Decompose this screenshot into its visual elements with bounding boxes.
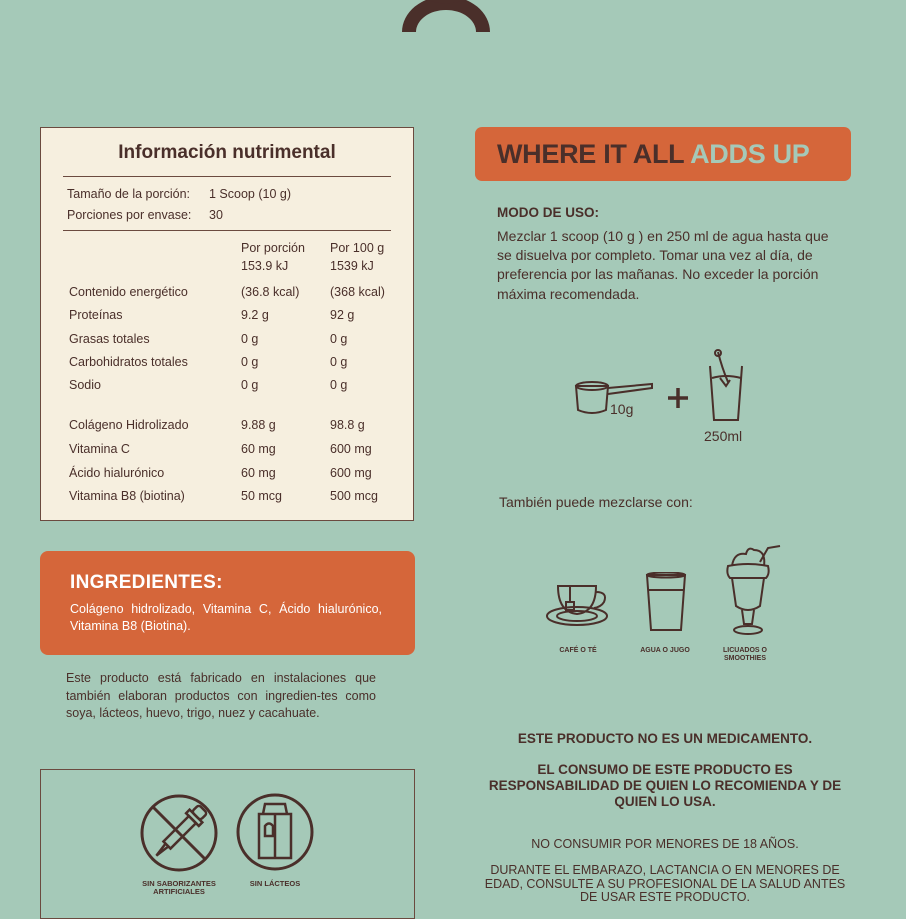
nutrient-name: Vitamina C (69, 442, 130, 456)
nutrient-per-100g: 600 mg (330, 442, 372, 456)
scoop-label: 10g (610, 401, 634, 417)
nutrient-per-portion: 0 g (241, 332, 259, 346)
water-juice-icon (644, 572, 688, 634)
nutrient-name: Sodio (69, 378, 101, 392)
no-dairy-icon (235, 792, 315, 872)
mix-with-text: También puede mezclarse con: (499, 494, 693, 510)
nutrient-per-100g: 0 g (330, 355, 348, 369)
ingredients-heading: INGREDIENTES: (70, 572, 223, 593)
badges-box (40, 769, 415, 919)
col-header-per-100: Por 100 g (330, 241, 385, 255)
brand-logo-arc (400, 0, 492, 32)
nutrient-name: Ácido hialurónico (69, 466, 165, 480)
nutrient-per-100g: (368 kcal) (330, 285, 385, 299)
nutrient-name: Grasas totales (69, 332, 150, 346)
ingredients-box (40, 551, 415, 655)
col-header-per-portion-kj: 153.9 kJ (241, 259, 289, 273)
allergen-note: Este producto está fabricado en instalaciones que también elaboran productos con ingredien-tes como soya, lácteos, huevo, trigo, nuez y cacahuate. (66, 671, 376, 720)
mix-item-water: AGUA O JUGO (640, 647, 690, 654)
banner-part-1: WHERE IT ALL (497, 139, 684, 169)
nutrient-per-portion: 9.2 g (241, 308, 269, 322)
tagline-banner (475, 127, 851, 181)
mix-item-smoothie: LICUADOS O SMOOTHIES (723, 647, 767, 662)
nutrient-per-portion: 0 g (241, 378, 259, 392)
nutrient-per-portion: 0 g (241, 355, 259, 369)
mix-item-coffee: CAFÉ O TÉ (559, 647, 597, 654)
nutrient-per-100g: 500 mcg (330, 489, 378, 503)
col-header-per-portion: Por porción (241, 241, 305, 255)
nutrient-name: Colágeno Hidrolizado (69, 418, 189, 432)
warning-age: NO CONSUMIR POR MENORES DE 18 AÑOS. (531, 837, 799, 851)
nutrient-per-100g: 92 g (330, 308, 355, 322)
col-header-per-100-kj: 1539 kJ (330, 259, 374, 273)
portions-value: 30 (209, 208, 223, 222)
no-flavors-label: SIN SABORIZANTES ARTIFICIALES (142, 879, 216, 896)
ingredients-body: Colágeno hidrolizado, Vitamina C, Ácido hialurónico, Vitamina B8 (Biotina). (70, 602, 382, 633)
smoothie-icon (722, 544, 784, 638)
warning-responsibility: EL CONSUMO DE ESTE PRODUCTO ES RESPONSABILIDAD DE QUIEN LO RECOMIENDA Y DE QUIEN LO USA. (488, 762, 842, 809)
portions-label: Porciones por envase: (67, 208, 192, 222)
nutrient-per-100g: 0 g (330, 378, 348, 392)
usage-heading: MODO DE USO: (497, 205, 600, 220)
nutrient-per-100g: 600 mg (330, 466, 372, 480)
nutrient-per-portion: 60 mg (241, 466, 276, 480)
nutrient-name: Contenido energético (69, 285, 188, 299)
nutrient-per-portion: 9.88 g (241, 418, 276, 432)
serving-value: 1 Scoop (10 g) (209, 187, 291, 201)
scoop-plus-water-illustration (572, 348, 752, 428)
nutrient-name: Carbohidratos totales (69, 355, 188, 369)
nutrient-per-portion: 50 mcg (241, 489, 282, 503)
nutrition-facts-panel (40, 127, 414, 521)
nutrient-name: Proteínas (69, 308, 123, 322)
nutrient-name: Vitamina B8 (biotina) (69, 489, 185, 503)
nutrient-per-portion: (36.8 kcal) (241, 285, 300, 299)
divider (63, 230, 391, 231)
no-dairy-label: SIN LÁCTEOS (249, 879, 301, 888)
divider (63, 176, 391, 177)
banner-part-2: ADDS UP (690, 139, 810, 169)
usage-body: Mezclar 1 scoop (10 g ) en 250 ml de agua hasta que se disuelva por completo. Tomar una vez al día, de preferencia por las mañanas. No exceder la porción máxima recomendada. (497, 228, 829, 302)
nutrition-title: Información nutrimental (118, 142, 336, 163)
nutrient-per-100g: 0 g (330, 332, 348, 346)
warning-pregnancy: DURANTE EL EMBARAZO, LACTANCIA O EN MENORES DE EDAD, CONSULTE A SU PROFESIONAL DE LA SALUD ANTES DE USAR ESTE PRODUCTO. (484, 863, 846, 904)
no-flavors-icon (139, 793, 219, 873)
banner-text (497, 139, 810, 170)
water-label: 250ml (704, 428, 743, 444)
warning-not-medicine: ESTE PRODUCTO NO ES UN MEDICAMENTO. (517, 731, 813, 746)
nutrient-per-100g: 98.8 g (330, 418, 365, 432)
coffee-tea-icon (544, 576, 614, 632)
nutrient-per-portion: 60 mg (241, 442, 276, 456)
serving-label: Tamaño de la porción: (67, 187, 190, 201)
